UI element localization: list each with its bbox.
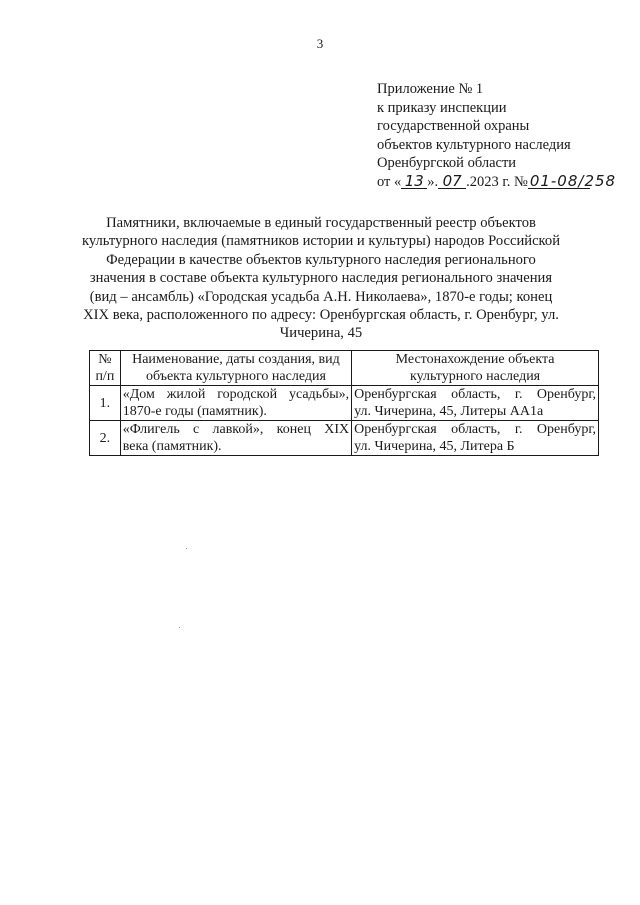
page-number: 3 [316, 36, 324, 51]
object-name: «Флигель с лавкой», конец XIX века (памятник). [120, 421, 351, 456]
appendix-date-line [377, 171, 617, 192]
appendix-line-1: Приложение № 1 [377, 81, 484, 97]
date-mid: ». [427, 173, 439, 190]
header-name: Наименование, даты создания, вид объекта культурного наследия [120, 351, 351, 386]
scan-speck [186, 548, 187, 549]
heading-line-7: Чичерина, 45 [279, 325, 363, 342]
handwritten-order-number: 01-08/258 [529, 171, 617, 190]
scan-speck [179, 627, 180, 628]
handwritten-day: 13 [401, 175, 427, 189]
heading-line-2: культурного наследия (памятников истории и культуры) народов Российской [81, 233, 561, 250]
heading-line-1: Памятники, включаемые в единый государственный реестр объектов [106, 215, 536, 231]
date-prefix: от « [377, 173, 402, 190]
table-row [90, 386, 599, 421]
row-number: 1. [90, 386, 121, 421]
appendix-line-2: к приказу инспекции [377, 99, 507, 116]
heritage-objects-table [89, 350, 599, 456]
appendix-block [377, 80, 617, 192]
object-location: Оренбургская область, г. Оренбург, ул. Чичерина, 45, Литеры АА1а [352, 386, 599, 421]
appendix-line-4: объектов культурного наследия [377, 136, 571, 153]
table-header-row [90, 351, 599, 386]
appendix-line-3: государственной охраны [377, 118, 530, 135]
header-number: № п/п [90, 351, 121, 386]
handwritten-month: 07 [438, 175, 466, 189]
header-location: Местонахождение объекта культурного наследия [352, 351, 599, 386]
heading-line-5: (вид – ансамбль) «Городская усадьба А.Н. Николаева», 1870-е годы; конец [89, 288, 553, 305]
document-heading [60, 214, 582, 343]
heading-line-6: XIX века, расположенного по адресу: Оренбургская область, г. Оренбург, ул. [83, 307, 559, 324]
table-row [90, 421, 599, 456]
row-number: 2. [90, 421, 121, 456]
appendix-line-5: Оренбургской области [377, 155, 517, 172]
date-year: .2023 г. № [466, 173, 528, 190]
heading-line-3: Федерации в качестве объектов культурного наследия регионального [106, 251, 536, 268]
object-location: Оренбургская область, г. Оренбург, ул. Чичерина, 45, Литера Б [352, 421, 599, 456]
object-name: «Дом жилой городской усадьбы», 1870-е годы (памятник). [120, 386, 351, 421]
heading-line-4: значения в составе объекта культурного наследия регионального значения [89, 270, 553, 287]
